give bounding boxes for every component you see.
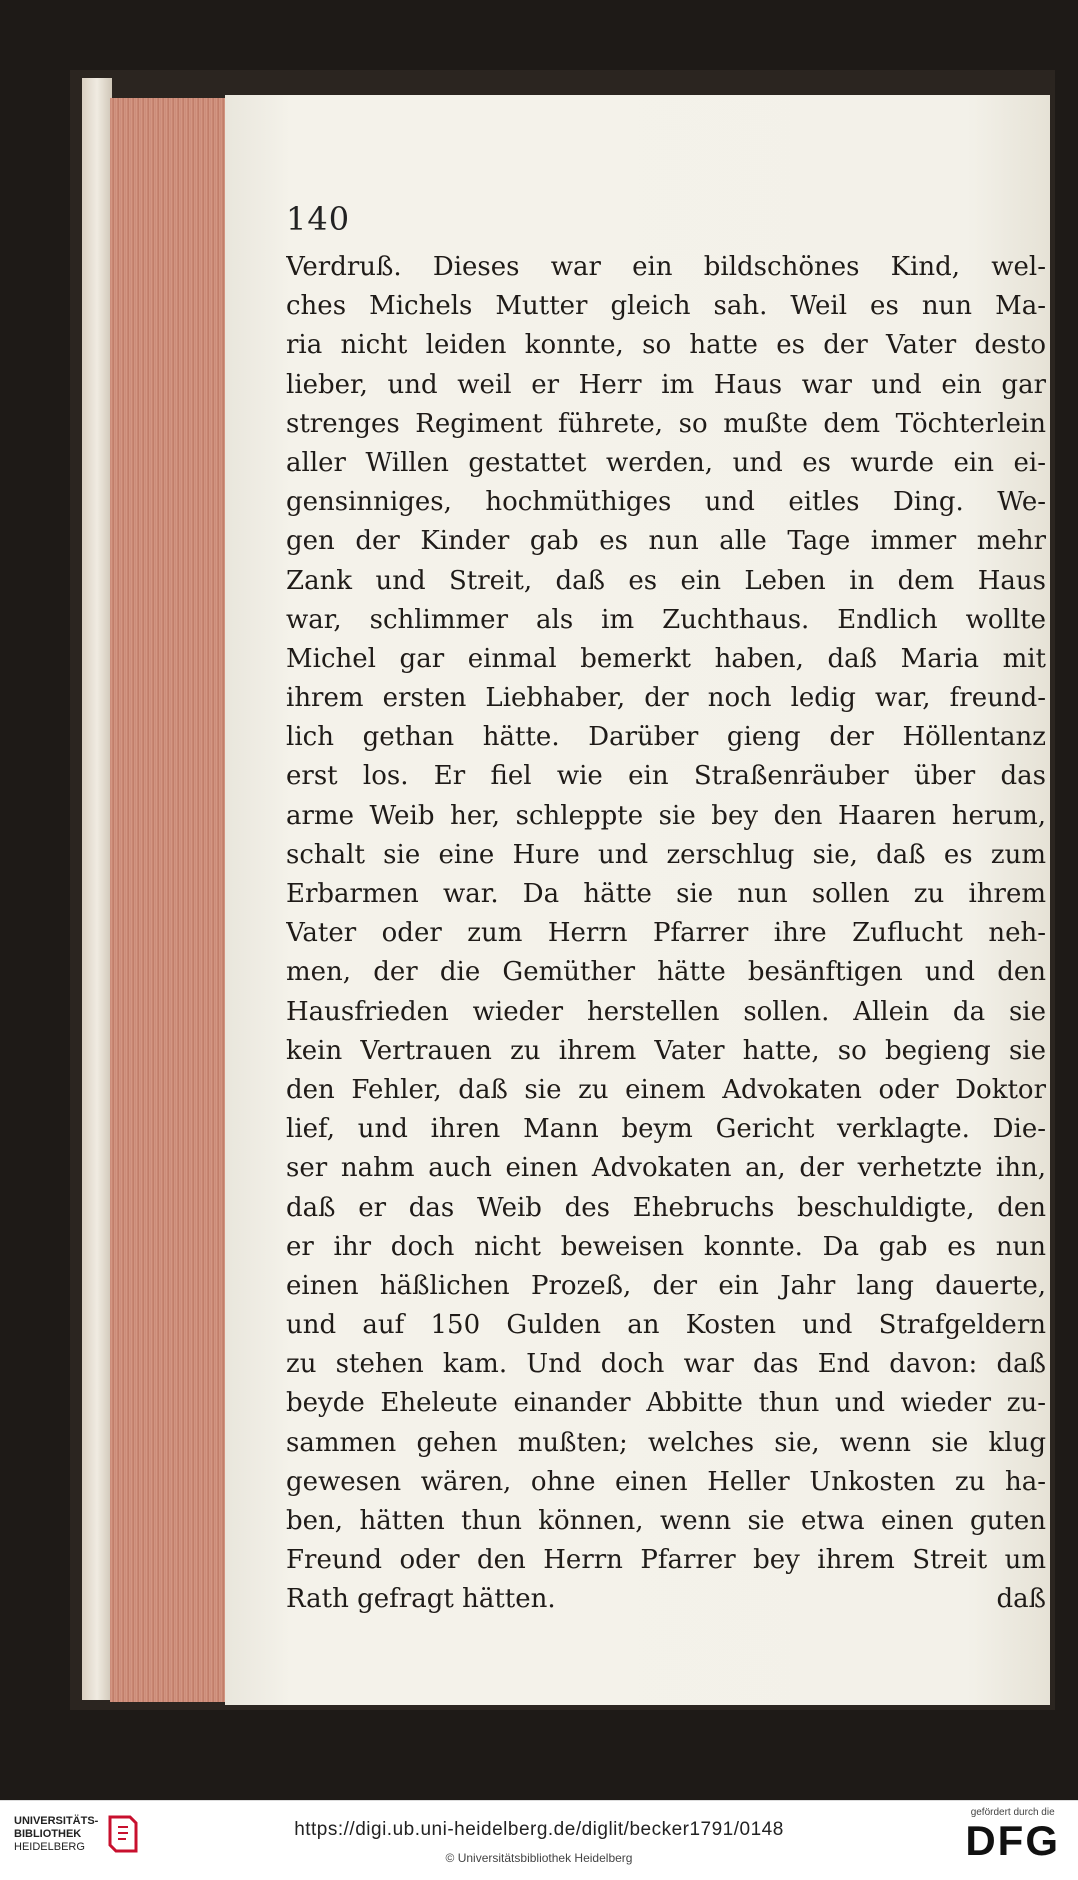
dfg-logo[interactable]: [965, 1807, 1060, 1864]
text-line: lich gethan hätte. Darüber gieng der Höllentanz: [286, 722, 1046, 753]
text-line: einen häßlichen Prozeß, der ein Jahr lang dauerte,: [286, 1270, 1046, 1301]
footer-url-link[interactable]: https://digi.ub.uni-heidelberg.de/diglit/becker1791/0148: [294, 1819, 784, 1840]
dfg-mark: DFG: [965, 1817, 1060, 1864]
text-line: erst los. Er fiel wie ein Straßenräuber über das: [286, 761, 1046, 792]
text-line: strenges Regiment führete, so mußte dem Töchterlein: [286, 408, 1046, 439]
text-line: war, schlimmer als im Zuchthaus. Endlich wollte: [286, 604, 1046, 635]
text-line: ria nicht leiden konnte, so hatte es der Vater desto: [286, 330, 1046, 361]
text-line: zu stehen kam. Und doch war das End davon: daß: [286, 1349, 1046, 1380]
logo-line-3: HEIDELBERG: [14, 1840, 85, 1853]
text-line: Zank und Streit, daß es ein Leben in dem Haus: [286, 565, 1046, 596]
text-line: kein Vertrauen zu ihrem Vater hatte, so begieng sie: [286, 1035, 1046, 1066]
text-line: ches Michels Mutter gleich sah. Weil es nun Ma-: [286, 291, 1046, 322]
text-line: gen der Kinder gab es nun alle Tage immer mehr: [286, 526, 1046, 557]
text-line: gensinniges, hochmüthiges und eitles Ding. We-: [286, 487, 1046, 518]
text-line-final: [286, 1580, 1046, 1619]
text-body: [286, 248, 1046, 1620]
last-line-text: Rath gefragt hätten.: [286, 1584, 556, 1615]
text-line: aller Willen gestattet werden, und es wurde ein ei-: [286, 447, 1046, 478]
text-line: lieber, und weil er Herr im Haus war und ein gar: [286, 369, 1046, 400]
page-edge-red: [110, 98, 227, 1702]
text-line: den Fehler, daß sie zu einem Advokaten oder Doktor: [286, 1074, 1046, 1105]
page-number: 140: [286, 200, 351, 238]
text-line: und auf 150 Gulden an Kosten und Strafgeldern: [286, 1310, 1046, 1341]
text-line: Erbarmen war. Da hätte sie nun sollen zu ihrem: [286, 879, 1046, 909]
text-line: er ihr doch nicht beweisen konnte. Da gab es nun: [286, 1231, 1046, 1262]
text-line: sammen gehen mußten; welches sie, wenn sie klug: [286, 1427, 1046, 1458]
text-line: ser nahm auch einen Advokaten an, der verhetzte ihn,: [286, 1153, 1046, 1184]
text-line: ihrem ersten Liebhaber, der noch ledig war, freund-: [286, 683, 1046, 714]
page-block: [82, 78, 112, 1700]
text-line: Verdruß. Dieses war ein bildschönes Kind, wel-: [286, 252, 1046, 282]
text-line: daß er das Weib des Ehebruchs beschuldigte, den: [286, 1192, 1046, 1223]
text-line: Freund oder den Herrn Pfarrer bey ihrem Streit um: [286, 1545, 1046, 1576]
text-line: arme Weib her, schleppte sie bey den Haaren herum,: [286, 800, 1046, 831]
footer-copyright: © Universitätsbibliothek Heidelberg: [445, 1851, 633, 1865]
text-line: men, der die Gemüther hätte besänftigen und den: [286, 957, 1046, 988]
text-line: Vater oder zum Herrn Pfarrer ihre Zuflucht neh-: [286, 918, 1046, 949]
text-line: Hausfrieden wieder herstellen sollen. Allein da sie: [286, 996, 1046, 1027]
dfg-caption: gefördert durch die: [970, 1807, 1055, 1818]
text-line: lief, und ihren Mann beym Gericht verklagte. Die-: [286, 1114, 1046, 1145]
text-line: ben, hätten thun können, wenn sie etwa einen guten: [286, 1506, 1046, 1536]
logo-line-2: BIBLIOTHEK: [14, 1827, 82, 1840]
text-line: beyde Eheleute einander Abbitte thun und wieder zu-: [286, 1388, 1046, 1419]
text-line: Michel gar einmal bemerkt haben, daß Maria mit: [286, 643, 1046, 674]
logo-line-1: UNIVERSITÄTS-: [14, 1814, 99, 1827]
catchword: daß: [996, 1584, 1046, 1615]
text-line: gewesen wären, ohne einen Heller Unkosten zu ha-: [286, 1466, 1046, 1497]
text-line: schalt sie eine Hure und zerschlug sie, daß es zum: [286, 839, 1046, 870]
footer-bar: [0, 1800, 1078, 1880]
